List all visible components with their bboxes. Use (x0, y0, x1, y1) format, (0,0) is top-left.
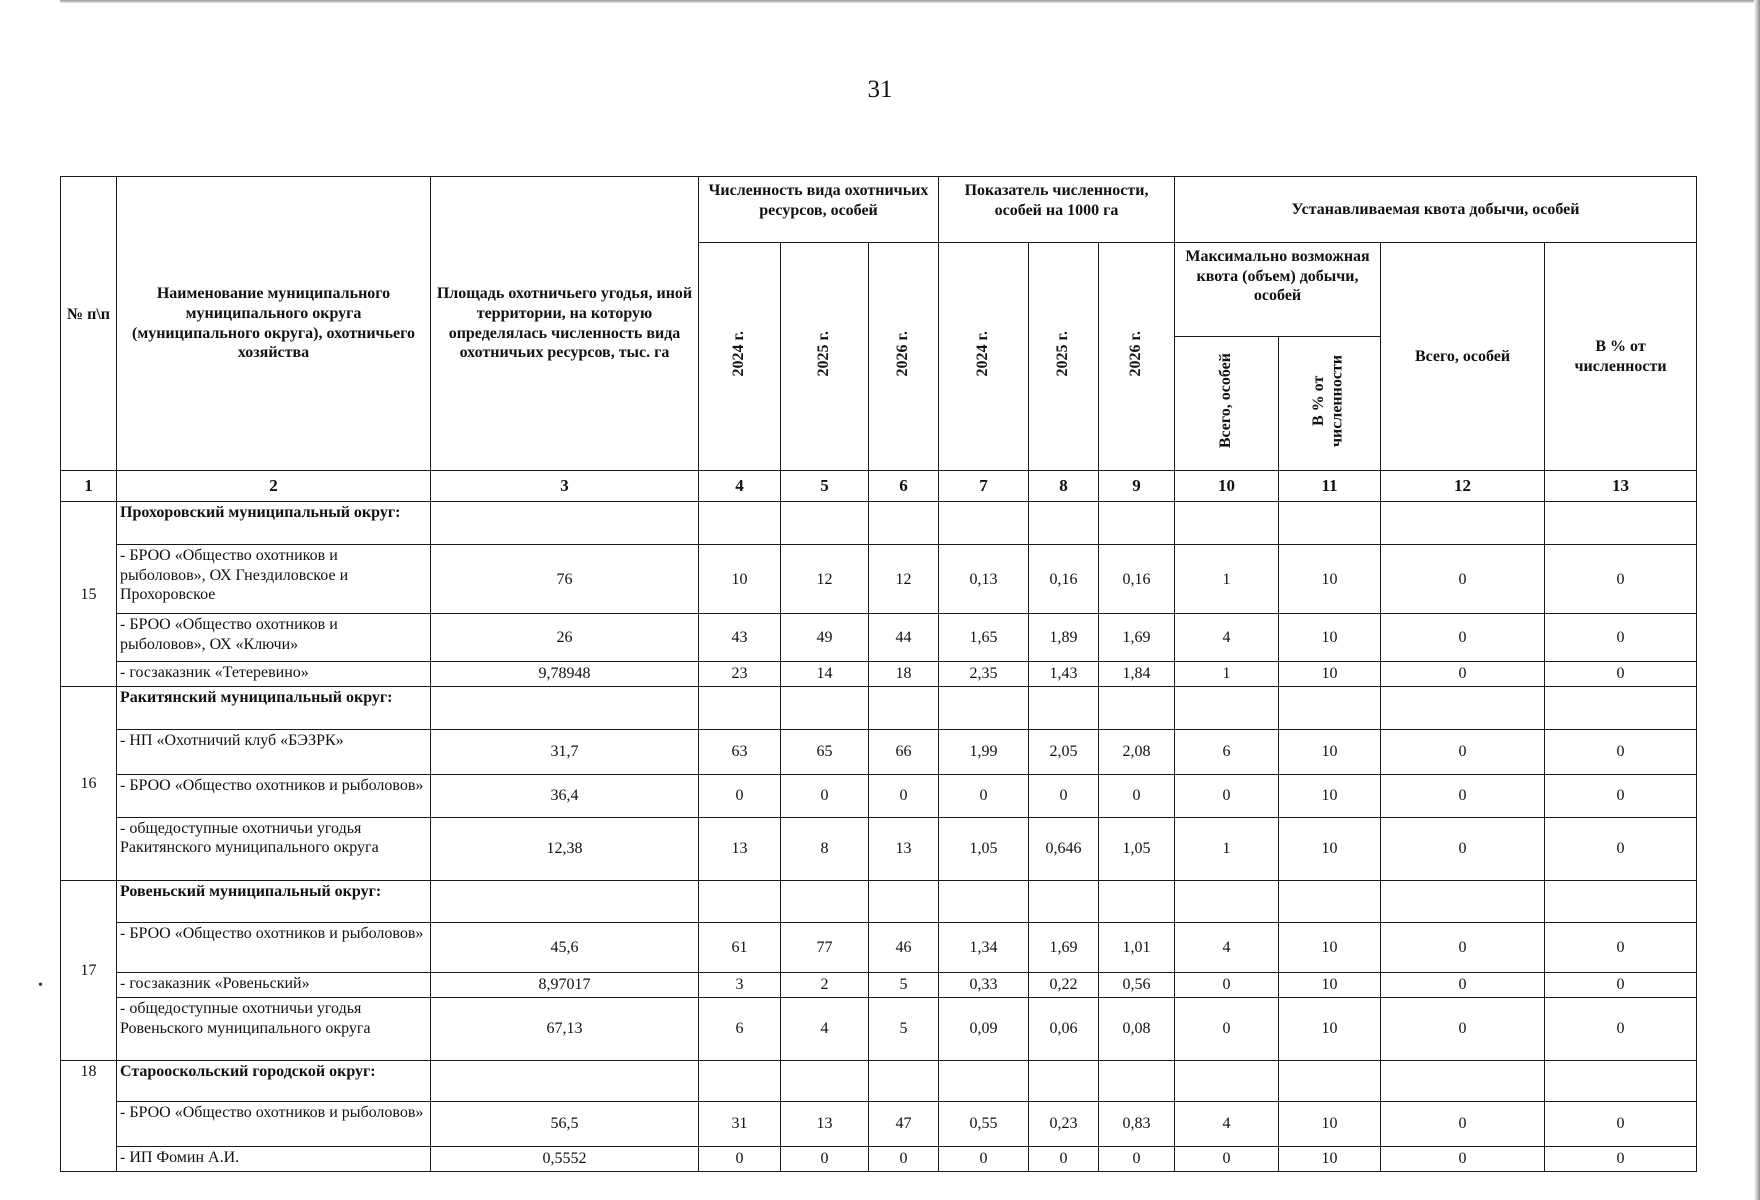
cell-value: 0 (699, 1146, 781, 1172)
table-row (61, 1101, 1697, 1146)
empty-cell (869, 880, 939, 923)
cell-value: 56,5 (431, 1101, 699, 1146)
cell-value: 10 (1279, 1101, 1381, 1146)
header-population-2025: 2025 г. (781, 243, 869, 471)
cell-value: 61 (699, 923, 781, 972)
cell-value: 5 (869, 998, 939, 1061)
cell-value: 6 (699, 998, 781, 1061)
table-row (61, 998, 1697, 1061)
empty-cell (431, 1061, 699, 1101)
table-group-title-row (61, 687, 1697, 730)
empty-cell (1099, 687, 1175, 730)
cell-value: 1,84 (1099, 661, 1175, 686)
header-population-2026: 2026 г. (869, 243, 939, 471)
cell-value: 8 (781, 817, 869, 880)
cell-value: 0 (1175, 998, 1279, 1061)
cell-value: 10 (1279, 1146, 1381, 1172)
group-number: 15 (61, 502, 117, 687)
header-density-2026: 2026 г. (1099, 243, 1175, 471)
cell-value: 4 (1175, 1101, 1279, 1146)
cell-value: 0 (1381, 923, 1545, 972)
cell-value: 66 (869, 729, 939, 774)
table-group-title-row (61, 880, 1697, 923)
cell-value: 10 (1279, 661, 1381, 686)
table-body (61, 471, 1697, 1172)
column-number: 6 (869, 471, 939, 502)
cell-value: 0,16 (1099, 545, 1175, 614)
row-name: - БРОО «Общество охотников и рыболовов» (117, 774, 431, 817)
empty-cell (1381, 1061, 1545, 1101)
cell-value: 77 (781, 923, 869, 972)
cell-value: 10 (1279, 817, 1381, 880)
cell-value: 1,05 (1099, 817, 1175, 880)
group-number: 18 (61, 1061, 117, 1172)
empty-cell (781, 687, 869, 730)
header-max-quota-percent: В % от численности (1279, 337, 1381, 471)
table-row (61, 972, 1697, 997)
table-row (61, 729, 1697, 774)
table-group-title-row (61, 502, 1697, 545)
empty-cell (1545, 1061, 1697, 1101)
cell-value: 0,83 (1099, 1101, 1175, 1146)
cell-value: 2,05 (1029, 729, 1099, 774)
empty-cell (1029, 880, 1099, 923)
table-row (61, 817, 1697, 880)
cell-value: 0 (781, 774, 869, 817)
cell-value: 0 (1381, 1101, 1545, 1146)
cell-value: 10 (699, 545, 781, 614)
cell-value: 0 (1099, 1146, 1175, 1172)
cell-value: 0 (1029, 774, 1099, 817)
cell-value: 1,69 (1029, 923, 1099, 972)
column-number: 7 (939, 471, 1029, 502)
cell-value: 0 (1381, 661, 1545, 686)
empty-cell (939, 880, 1029, 923)
cell-value: 4 (1175, 923, 1279, 972)
cell-value: 13 (699, 817, 781, 880)
empty-cell (1175, 880, 1279, 923)
row-name: - общедоступные охотничьи угодья Ракитянского муниципального округа (117, 817, 431, 880)
column-number: 1 (61, 471, 117, 502)
empty-cell (1175, 502, 1279, 545)
cell-value: 0 (1175, 1146, 1279, 1172)
header-num: № п\п (61, 177, 117, 471)
cell-value: 0,56 (1099, 972, 1175, 997)
empty-cell (1175, 1061, 1279, 1101)
cell-value: 14 (781, 661, 869, 686)
empty-cell (1279, 880, 1381, 923)
group-title: Ровеньский муниципальный округ: (117, 880, 431, 923)
cell-value: 1,43 (1029, 661, 1099, 686)
cell-value: 6 (1175, 729, 1279, 774)
cell-value: 0,16 (1029, 545, 1099, 614)
cell-value: 3 (699, 972, 781, 997)
header-quota-total: Всего, особей (1381, 243, 1545, 471)
empty-cell (699, 502, 781, 545)
empty-cell (1099, 502, 1175, 545)
cell-value: 0,06 (1029, 998, 1099, 1061)
scan-edge-top (60, 0, 1760, 3)
cell-value: 2,35 (939, 661, 1029, 686)
empty-cell (1029, 1061, 1099, 1101)
cell-value: 1,89 (1029, 614, 1099, 661)
header-quota-group: Устанавливаемая квота добычи, особей (1175, 177, 1697, 243)
table-group-title-row (61, 1061, 1697, 1101)
cell-value: 0 (939, 1146, 1029, 1172)
cell-value: 0 (1545, 545, 1697, 614)
cell-value: 0 (1545, 614, 1697, 661)
cell-value: 10 (1279, 545, 1381, 614)
empty-cell (781, 502, 869, 545)
empty-cell (939, 687, 1029, 730)
empty-cell (869, 502, 939, 545)
row-name: - НП «Охотничий клуб «БЭЗРК» (117, 729, 431, 774)
scan-edge-right (1754, 0, 1760, 1200)
table-row (61, 614, 1697, 661)
cell-value: 0 (1545, 774, 1697, 817)
table-row (61, 545, 1697, 614)
empty-cell (781, 880, 869, 923)
header-area: Площадь охотничьего угодья, иной территории, на которую определялась численность вида охотничьих ресурсов, тыс. га (431, 177, 699, 471)
cell-value: 0,33 (939, 972, 1029, 997)
empty-cell (1175, 687, 1279, 730)
cell-value: 1 (1175, 545, 1279, 614)
row-name: - госзаказник «Ровеньский» (117, 972, 431, 997)
empty-cell (869, 1061, 939, 1101)
cell-value: 67,13 (431, 998, 699, 1061)
table-row (61, 661, 1697, 686)
empty-cell (781, 1061, 869, 1101)
cell-value: 1,65 (939, 614, 1029, 661)
cell-value: 13 (781, 1101, 869, 1146)
cell-value: 0 (699, 774, 781, 817)
empty-cell (1545, 687, 1697, 730)
group-title: Ракитянский муниципальный округ: (117, 687, 431, 730)
cell-value: 10 (1279, 774, 1381, 817)
cell-value: 0,55 (939, 1101, 1029, 1146)
cell-value: 0,08 (1099, 998, 1175, 1061)
cell-value: 10 (1279, 923, 1381, 972)
cell-value: 5 (869, 972, 939, 997)
empty-cell (1279, 687, 1381, 730)
cell-value: 18 (869, 661, 939, 686)
group-title: Прохоровский муниципальный округ: (117, 502, 431, 545)
cell-value: 1,01 (1099, 923, 1175, 972)
cell-value: 1 (1175, 817, 1279, 880)
hunting-quota-table (60, 176, 1697, 1172)
cell-value: 0 (1545, 972, 1697, 997)
cell-value: 47 (869, 1101, 939, 1146)
empty-cell (1381, 502, 1545, 545)
cell-value: 10 (1279, 998, 1381, 1061)
cell-value: 12 (781, 545, 869, 614)
cell-value: 0 (869, 774, 939, 817)
cell-value: 0 (1545, 1101, 1697, 1146)
page-number: 31 (867, 76, 893, 103)
table-row (61, 774, 1697, 817)
cell-value: 0 (869, 1146, 939, 1172)
cell-value: 0,22 (1029, 972, 1099, 997)
header-density-group: Показатель численности, особей на 1000 га (939, 177, 1175, 243)
cell-value: 65 (781, 729, 869, 774)
column-number: 11 (1279, 471, 1381, 502)
cell-value: 49 (781, 614, 869, 661)
cell-value: 0 (1381, 998, 1545, 1061)
table-row (61, 1146, 1697, 1172)
header-name: Наименование муниципального муниципального округа (муниципального округа), охотничьего хозяйства (117, 177, 431, 471)
cell-value: 1 (1175, 661, 1279, 686)
cell-value: 0,09 (939, 998, 1029, 1061)
empty-cell (939, 502, 1029, 545)
empty-cell (1545, 502, 1697, 545)
cell-value: 0 (1381, 729, 1545, 774)
cell-value: 76 (431, 545, 699, 614)
empty-cell (699, 880, 781, 923)
cell-value: 0 (939, 774, 1029, 817)
cell-value: 4 (781, 998, 869, 1061)
cell-value: 46 (869, 923, 939, 972)
empty-cell (699, 687, 781, 730)
cell-value: 43 (699, 614, 781, 661)
cell-value: 10 (1279, 729, 1381, 774)
header-density-2025: 2025 г. (1029, 243, 1099, 471)
cell-value: 45,6 (431, 923, 699, 972)
empty-cell (1545, 880, 1697, 923)
row-name: - БРОО «Общество охотников и рыболовов» (117, 923, 431, 972)
empty-cell (1279, 502, 1381, 545)
cell-value: 0 (1381, 1146, 1545, 1172)
cell-value: 0 (1545, 661, 1697, 686)
row-name: - ИП Фомин А.И. (117, 1146, 431, 1172)
empty-cell (1279, 1061, 1381, 1101)
cell-value: 0 (1175, 972, 1279, 997)
empty-cell (431, 502, 699, 545)
cell-value: 0 (1099, 774, 1175, 817)
empty-cell (1099, 880, 1175, 923)
column-number: 10 (1175, 471, 1279, 502)
cell-value: 0 (1545, 998, 1697, 1061)
cell-value: 4 (1175, 614, 1279, 661)
header-quota-percent: В % от численности (1545, 243, 1697, 471)
cell-value: 0 (1545, 817, 1697, 880)
cell-value: 0 (1545, 1146, 1697, 1172)
column-number: 12 (1381, 471, 1545, 502)
empty-cell (431, 687, 699, 730)
column-number: 13 (1545, 471, 1697, 502)
cell-value: 0 (1175, 774, 1279, 817)
cell-value: 0 (1381, 817, 1545, 880)
cell-value: 10 (1279, 614, 1381, 661)
cell-value: 13 (869, 817, 939, 880)
empty-cell (1381, 880, 1545, 923)
cell-value: 0 (1381, 545, 1545, 614)
cell-value: 2,08 (1099, 729, 1175, 774)
cell-value: 1,34 (939, 923, 1029, 972)
header-max-quota-group: Максимально возможная квота (объем) добычи, особей (1175, 243, 1381, 337)
cell-value: 0,646 (1029, 817, 1099, 880)
table-header (61, 177, 1697, 471)
cell-value: 0 (781, 1146, 869, 1172)
cell-value: 0 (1381, 774, 1545, 817)
row-name: - БРОО «Общество охотников и рыболовов», ОХ «Ключи» (117, 614, 431, 661)
cell-value: 23 (699, 661, 781, 686)
header-population-2024: 2024 г. (699, 243, 781, 471)
row-name: - общедоступные охотничьи угодья Ровеньского муниципального округа (117, 998, 431, 1061)
cell-value: 1,05 (939, 817, 1029, 880)
row-name: - БРОО «Общество охотников и рыболовов», ОХ Гнездиловское и Прохоровское (117, 545, 431, 614)
row-name: - БРОО «Общество охотников и рыболовов» (117, 1101, 431, 1146)
column-number: 5 (781, 471, 869, 502)
table-row (61, 923, 1697, 972)
cell-value: 0 (1381, 972, 1545, 997)
cell-value: 1,69 (1099, 614, 1175, 661)
empty-cell (939, 1061, 1029, 1101)
group-number: 16 (61, 687, 117, 880)
empty-cell (1029, 502, 1099, 545)
cell-value: 26 (431, 614, 699, 661)
empty-cell (1029, 687, 1099, 730)
cell-value: 0 (1545, 729, 1697, 774)
cell-value: 12,38 (431, 817, 699, 880)
empty-cell (1099, 1061, 1175, 1101)
cell-value: 31 (699, 1101, 781, 1146)
column-number: 3 (431, 471, 699, 502)
empty-cell (869, 687, 939, 730)
column-number: 4 (699, 471, 781, 502)
empty-cell (699, 1061, 781, 1101)
header-population-group: Численность вида охотничьих ресурсов, особей (699, 177, 939, 243)
cell-value: 9,78948 (431, 661, 699, 686)
cell-value: 31,7 (431, 729, 699, 774)
column-number: 9 (1099, 471, 1175, 502)
cell-value: 0 (1029, 1146, 1099, 1172)
empty-cell (431, 880, 699, 923)
cell-value: 10 (1279, 972, 1381, 997)
cell-value: 0,23 (1029, 1101, 1099, 1146)
cell-value: 44 (869, 614, 939, 661)
cell-value: 1,99 (939, 729, 1029, 774)
column-number: 2 (117, 471, 431, 502)
group-number: 17 (61, 880, 117, 1061)
cell-value: 0,13 (939, 545, 1029, 614)
empty-cell (1381, 687, 1545, 730)
cell-value: 8,97017 (431, 972, 699, 997)
cell-value: 0 (1381, 614, 1545, 661)
cell-value: 12 (869, 545, 939, 614)
column-number: 8 (1029, 471, 1099, 502)
cell-value: 2 (781, 972, 869, 997)
cell-value: 63 (699, 729, 781, 774)
cell-value: 0 (1545, 923, 1697, 972)
row-name: - госзаказник «Тетеревино» (117, 661, 431, 686)
cell-value: 0,5552 (431, 1146, 699, 1172)
scan-speck: • (38, 978, 43, 993)
group-title: Старооскольский городской округ: (117, 1061, 431, 1101)
header-max-quota-total: Всего, особей (1175, 337, 1279, 471)
column-number-row (61, 471, 1697, 502)
header-density-2024: 2024 г. (939, 243, 1029, 471)
cell-value: 36,4 (431, 774, 699, 817)
